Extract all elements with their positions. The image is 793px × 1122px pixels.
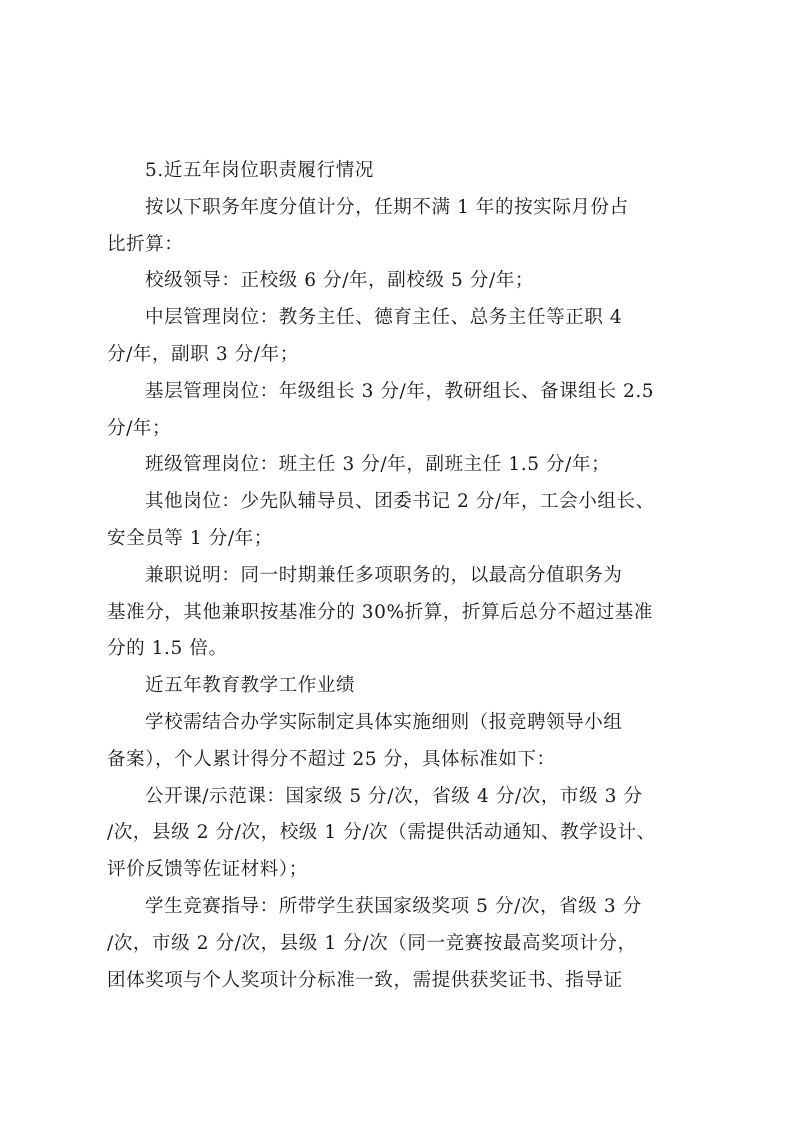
paragraph-section-heading-performance <box>107 668 694 705</box>
text-line: 中层管理岗位：教务主任、德育主任、总务主任等正职 4 <box>145 307 623 329</box>
paragraph-scoring-rule <box>107 190 694 264</box>
text-line: 安全员等 1 分/年； <box>107 527 273 549</box>
text-line: 班级管理岗位：班主任 3 分/年，副班主任 1.5 分/年； <box>145 454 611 476</box>
text-line: 学生竞赛指导：所带学生获国家级奖项 5 分/次，省级 3 分 <box>145 895 642 917</box>
paragraph-other-posts <box>107 484 694 558</box>
paragraph-open-classes <box>107 779 694 889</box>
text-line: 团体奖项与个人奖项计分标准一致，需提供获奖证书、指导证 <box>107 969 623 991</box>
text-line: /次，市级 2 分/次，县级 1 分/次（同一竞赛按最高奖项计分， <box>107 932 637 954</box>
text-line: 基层管理岗位：年级组长 3 分/年，教研组长、备课组长 2.5 <box>145 380 655 402</box>
text-line: 学校需结合办学实际制定具体实施细则（报竞聘领导小组 <box>145 711 623 733</box>
text-line: 其他岗位：少先队辅导员、团委书记 2 分/年，工会小组长、 <box>145 491 655 513</box>
text-line: 校级领导：正校级 6 分/年，副校级 5 分/年； <box>145 270 535 292</box>
text-line: 5.近五年岗位职责履行情况 <box>145 160 374 181</box>
paragraph-class-management <box>107 447 694 484</box>
text-line: 比折算： <box>107 233 184 255</box>
text-line: 兼职说明：同一时期兼任多项职务的，以最高分值职务为 <box>145 564 623 586</box>
text-line: 公开课/示范课：国家级 5 分/次，省级 4 分/次，市级 3 分 <box>145 785 643 807</box>
text-line: 按以下职务年度分值计分，任期不满 1 年的按实际月份占 <box>145 196 629 218</box>
text-line: 分/年，副职 3 分/年； <box>107 343 299 365</box>
paragraph-grassroots-management <box>107 374 694 448</box>
paragraph-school-leaders <box>107 263 694 300</box>
paragraph-section-heading-duties <box>107 153 694 190</box>
text-line: 近五年教育教学工作业绩 <box>145 675 356 697</box>
text-line: 分的 1.5 倍。 <box>107 638 228 660</box>
text-line: 基准分，其他兼职按基准分的 30%折算，折算后总分不超过基准 <box>107 601 654 623</box>
text-line: 备案），个人累计得分不超过 25 分，具体标准如下： <box>107 748 556 770</box>
paragraph-middle-management <box>107 300 694 374</box>
paragraph-implementation-rules <box>107 705 694 779</box>
text-line: /次，县级 2 分/次，校级 1 分/次（需提供活动通知、教学设计、 <box>107 822 656 844</box>
paragraph-concurrent-posts <box>107 558 694 668</box>
text-line: 评价反馈等佐证材料）； <box>107 859 308 881</box>
text-line: 分/年； <box>107 417 172 439</box>
paragraph-competition-guidance <box>107 889 694 999</box>
